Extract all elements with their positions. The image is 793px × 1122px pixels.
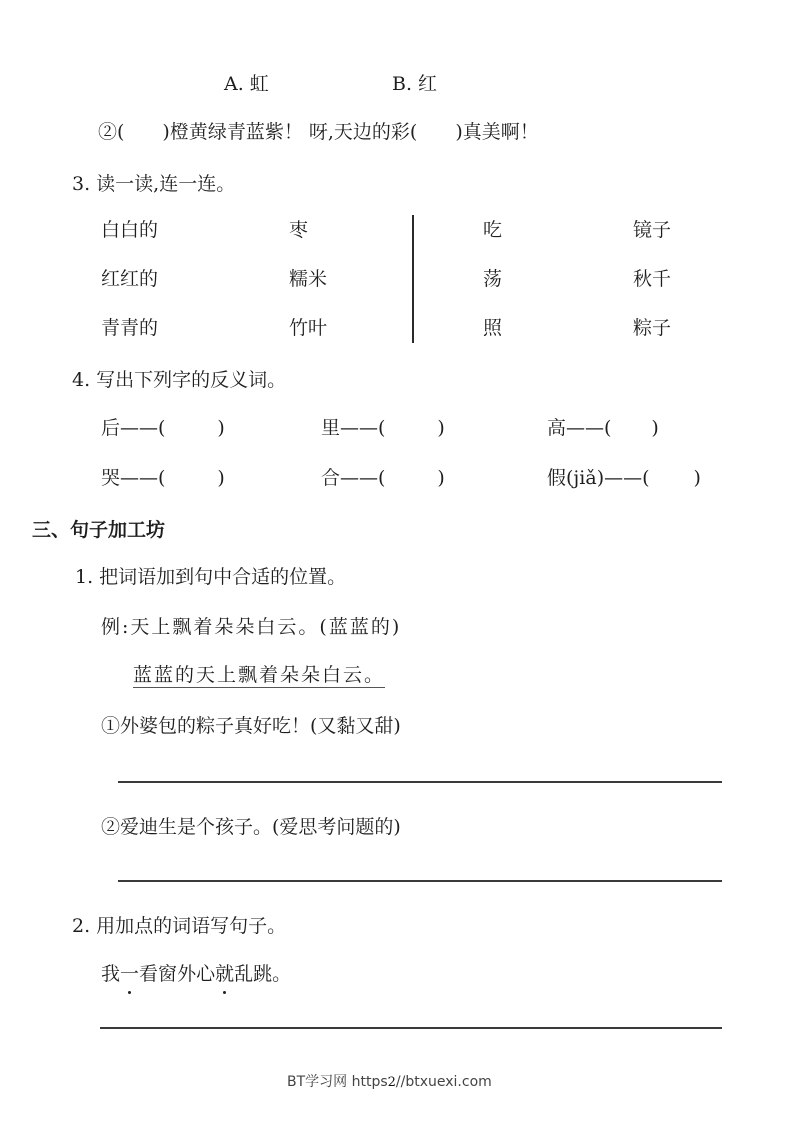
match-item[interactable]: 红红的	[101, 268, 159, 290]
s3-q2-title: 2. 用加点的词语写句子。	[72, 915, 287, 937]
dotted-char: 就	[215, 963, 235, 985]
answer-line-3[interactable]	[100, 1027, 722, 1029]
option-b: B. 红	[392, 73, 438, 95]
antonym-word: 里——(	[321, 417, 386, 439]
antonym-item: 合——( )	[321, 467, 445, 489]
s3-q1-item-1: ①外婆包的粽子真好吃！(又黏又甜)	[101, 715, 401, 737]
option-a: A. 虹	[224, 73, 269, 95]
column-divider	[412, 215, 414, 343]
q4-title: 4. 写出下列字的反义词。	[72, 369, 287, 391]
s3-q1-example-answer	[133, 663, 385, 687]
s3-q1-example: 例:天上飘着朵朵白云。(蓝蓝的)	[101, 616, 402, 638]
match-item[interactable]: 枣	[289, 219, 309, 241]
antonym-item: 后——( )	[101, 417, 225, 439]
s3-q1-item-2: ②爱迪生是个孩子。(爱思考问题的)	[101, 816, 401, 838]
example-answer-rest: 的天上飘着朵朵白云。	[175, 664, 386, 686]
answer-line-1[interactable]	[118, 781, 722, 783]
example-answer-underlined-part: 蓝蓝	[133, 664, 176, 686]
s3-q1-title: 1. 把词语加到句中合适的位置。	[75, 566, 347, 588]
antonym-word: 后——(	[101, 417, 166, 439]
match-item[interactable]: 秋千	[633, 268, 672, 290]
page-number: 2	[387, 1075, 396, 1090]
footer-watermark: BT学习网 https2//btxuexi.com	[287, 1074, 492, 1090]
match-item[interactable]: 荡	[483, 268, 503, 290]
match-item[interactable]: 镜子	[633, 219, 672, 241]
match-item[interactable]: 白白的	[101, 219, 159, 241]
antonym-item: 哭——( )	[101, 467, 225, 489]
antonym-item: 里——( )	[321, 417, 445, 439]
answer-line-2[interactable]	[118, 880, 722, 882]
match-item[interactable]: 照	[483, 317, 503, 339]
antonym-item: 高——( )	[547, 417, 659, 439]
antonym-word: 哭——(	[101, 467, 166, 489]
match-item[interactable]: 糯米	[289, 268, 328, 290]
match-item[interactable]: 竹叶	[289, 317, 328, 339]
section-heading: 三、句子加工坊	[32, 519, 166, 541]
match-item[interactable]: 粽子	[633, 317, 672, 339]
antonym-item: 假(jiǎ)——( )	[547, 467, 701, 489]
antonym-word: 合——(	[321, 467, 386, 489]
antonym-word: 假(jiǎ)——(	[547, 467, 650, 489]
s3-q2-sentence: 我一看窗外心就乱跳。	[101, 963, 292, 985]
match-item[interactable]: 吃	[483, 219, 503, 241]
q2-item-2: ②( )橙黄绿青蓝紫！ 呀,天边的彩( )真美啊！	[98, 121, 539, 143]
dotted-char: 一	[120, 963, 140, 985]
q3-title: 3. 读一读,连一连。	[72, 173, 236, 195]
match-item[interactable]: 青青的	[101, 317, 159, 339]
antonym-word: 高——(	[547, 417, 612, 439]
